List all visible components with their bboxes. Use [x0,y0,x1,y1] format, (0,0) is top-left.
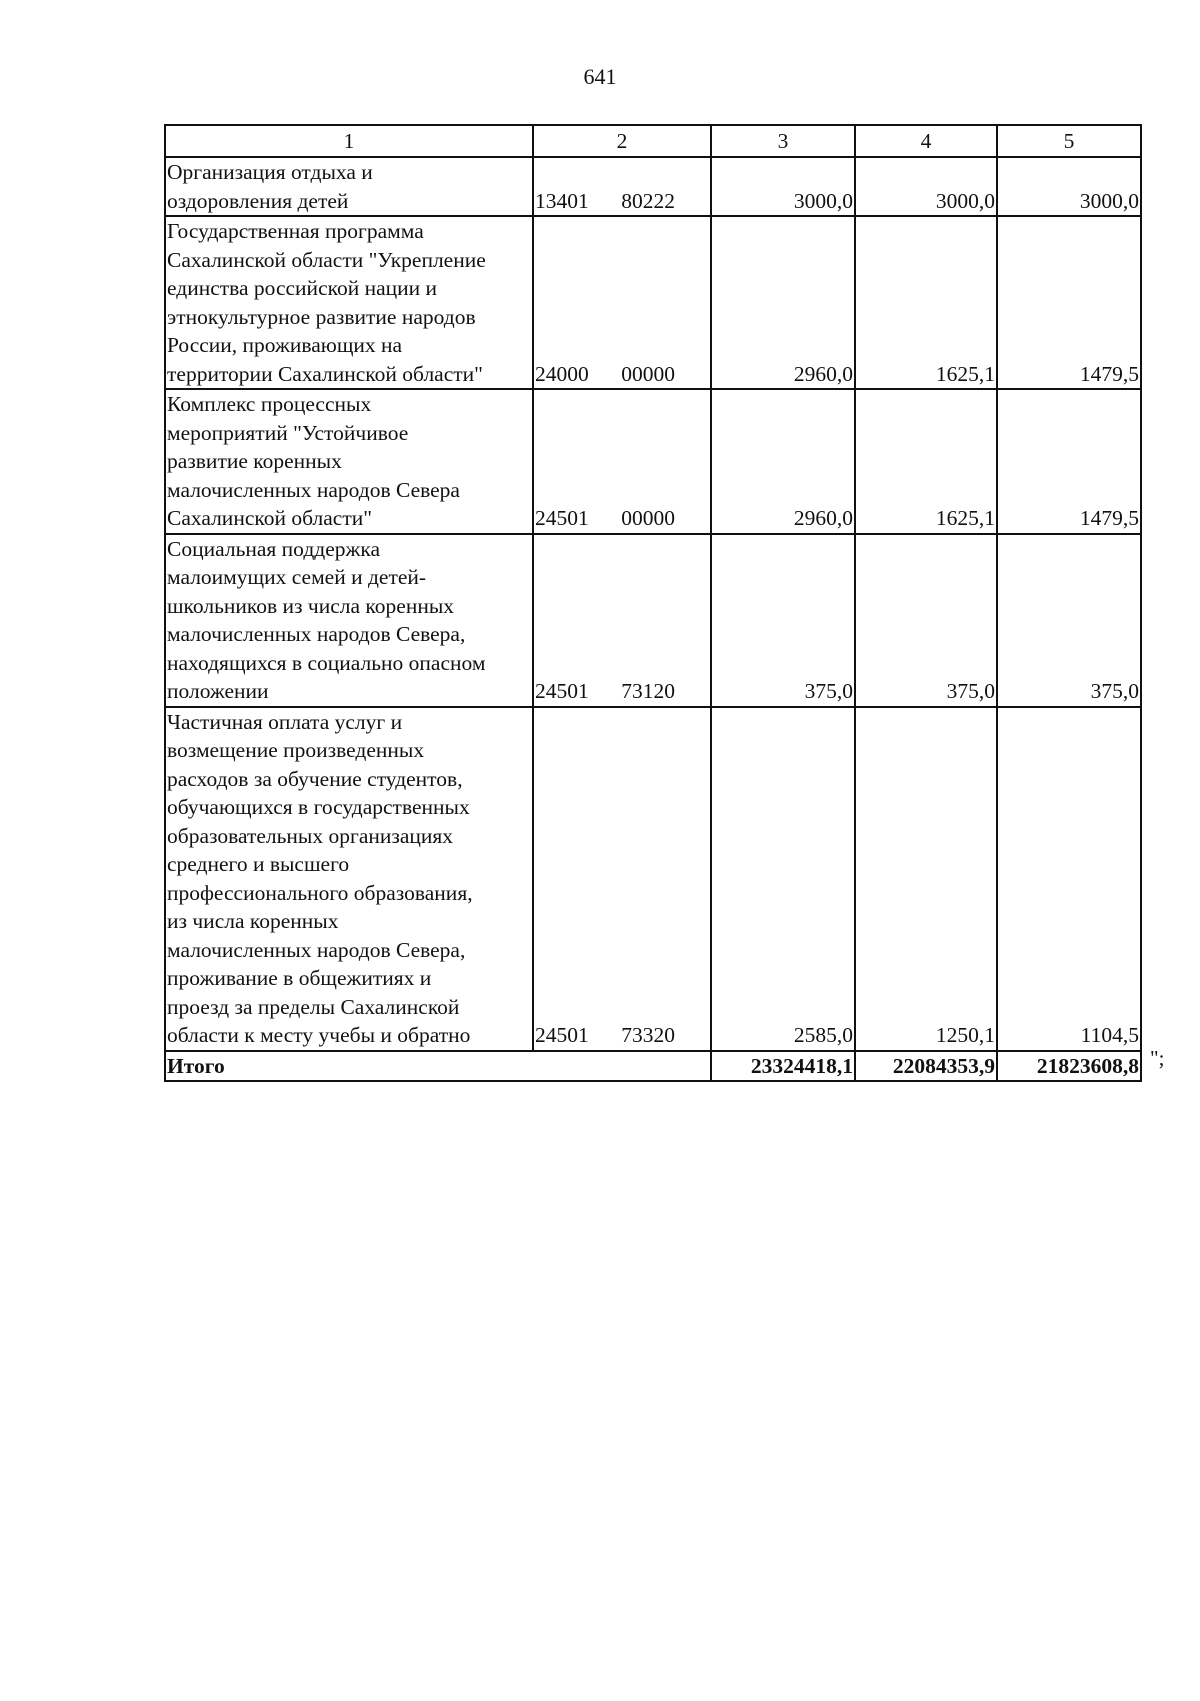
value-col5: 1104,5 [997,707,1141,1051]
value-col4: 1625,1 [855,389,997,534]
value-col5: 1479,5 [997,216,1141,389]
column-header: 3 [711,125,855,157]
row-code [533,707,711,1051]
table-row [165,534,1141,707]
value-col4: 375,0 [855,534,997,707]
code-b: 00000 [621,506,675,530]
code-a: 13401 [535,188,589,213]
value-col3: 3000,0 [711,157,855,216]
value-col5: 375,0 [997,534,1141,707]
column-header: 2 [533,125,711,157]
total-label: Итого [165,1051,711,1082]
code-a: 24000 [535,361,589,386]
code-a: 24501 [535,679,589,703]
value-col5: 3000,0 [997,157,1141,216]
value-col3: 2960,0 [711,389,855,534]
value-col3: 2585,0 [711,707,855,1051]
row-name: Социальная поддержка малоимущих семей и детей- школьников из числа коренных малочисленных народов Севера, находящихся в социально опасном положении [165,534,533,707]
total-col4: 22084353,9 [855,1051,997,1082]
row-name: Государственная программа Сахалинской области "Укрепление единства российской нации и этнокультурное развитие народов России, проживающих на территории Сахалинской области" [165,216,533,389]
value-col4: 3000,0 [855,157,997,216]
value-col5: 1479,5 [997,389,1141,534]
row-code [533,389,711,534]
total-col5: 21823608,8 [997,1051,1141,1082]
row-name: Комплекс процессных мероприятий "Устойчивое развитие коренных малочисленных народов Севера Сахалинской области" [165,389,533,534]
column-header: 1 [165,125,533,157]
column-header: 5 [997,125,1141,157]
total-col3: 23324418,1 [711,1051,855,1082]
closing-quote-mark: "; [1150,1046,1165,1070]
table-header-row [165,125,1141,157]
column-header: 4 [855,125,997,157]
budget-table [164,124,1142,1082]
row-code [533,157,711,216]
code-a: 24501 [535,1023,589,1047]
table-row [165,216,1141,389]
row-code [533,534,711,707]
code-b: 73120 [621,679,675,703]
code-b: 73320 [621,1023,675,1047]
table-row [165,389,1141,534]
row-name: Организация отдыха и оздоровления детей [165,157,533,216]
row-name: Частичная оплата услуг и возмещение произведенных расходов за обучение студентов, обучающихся в государственных образовательных организациях среднего и высшего профессионального образования, из числа коренных малочисленных народов Севера, проживание в общежитиях и проезд за пределы Сахалинской области к месту учебы и обратно [165,707,533,1051]
total-row [165,1051,1141,1082]
table-row [165,707,1141,1051]
value-col3: 2960,0 [711,216,855,389]
table-row [165,157,1141,216]
value-col3: 375,0 [711,534,855,707]
page-number: 641 [583,64,617,89]
code-b: 00000 [621,361,675,386]
code-b: 80222 [621,188,675,213]
value-col4: 1250,1 [855,707,997,1051]
value-col4: 1625,1 [855,216,997,389]
code-a: 24501 [535,506,589,530]
row-code [533,216,711,389]
